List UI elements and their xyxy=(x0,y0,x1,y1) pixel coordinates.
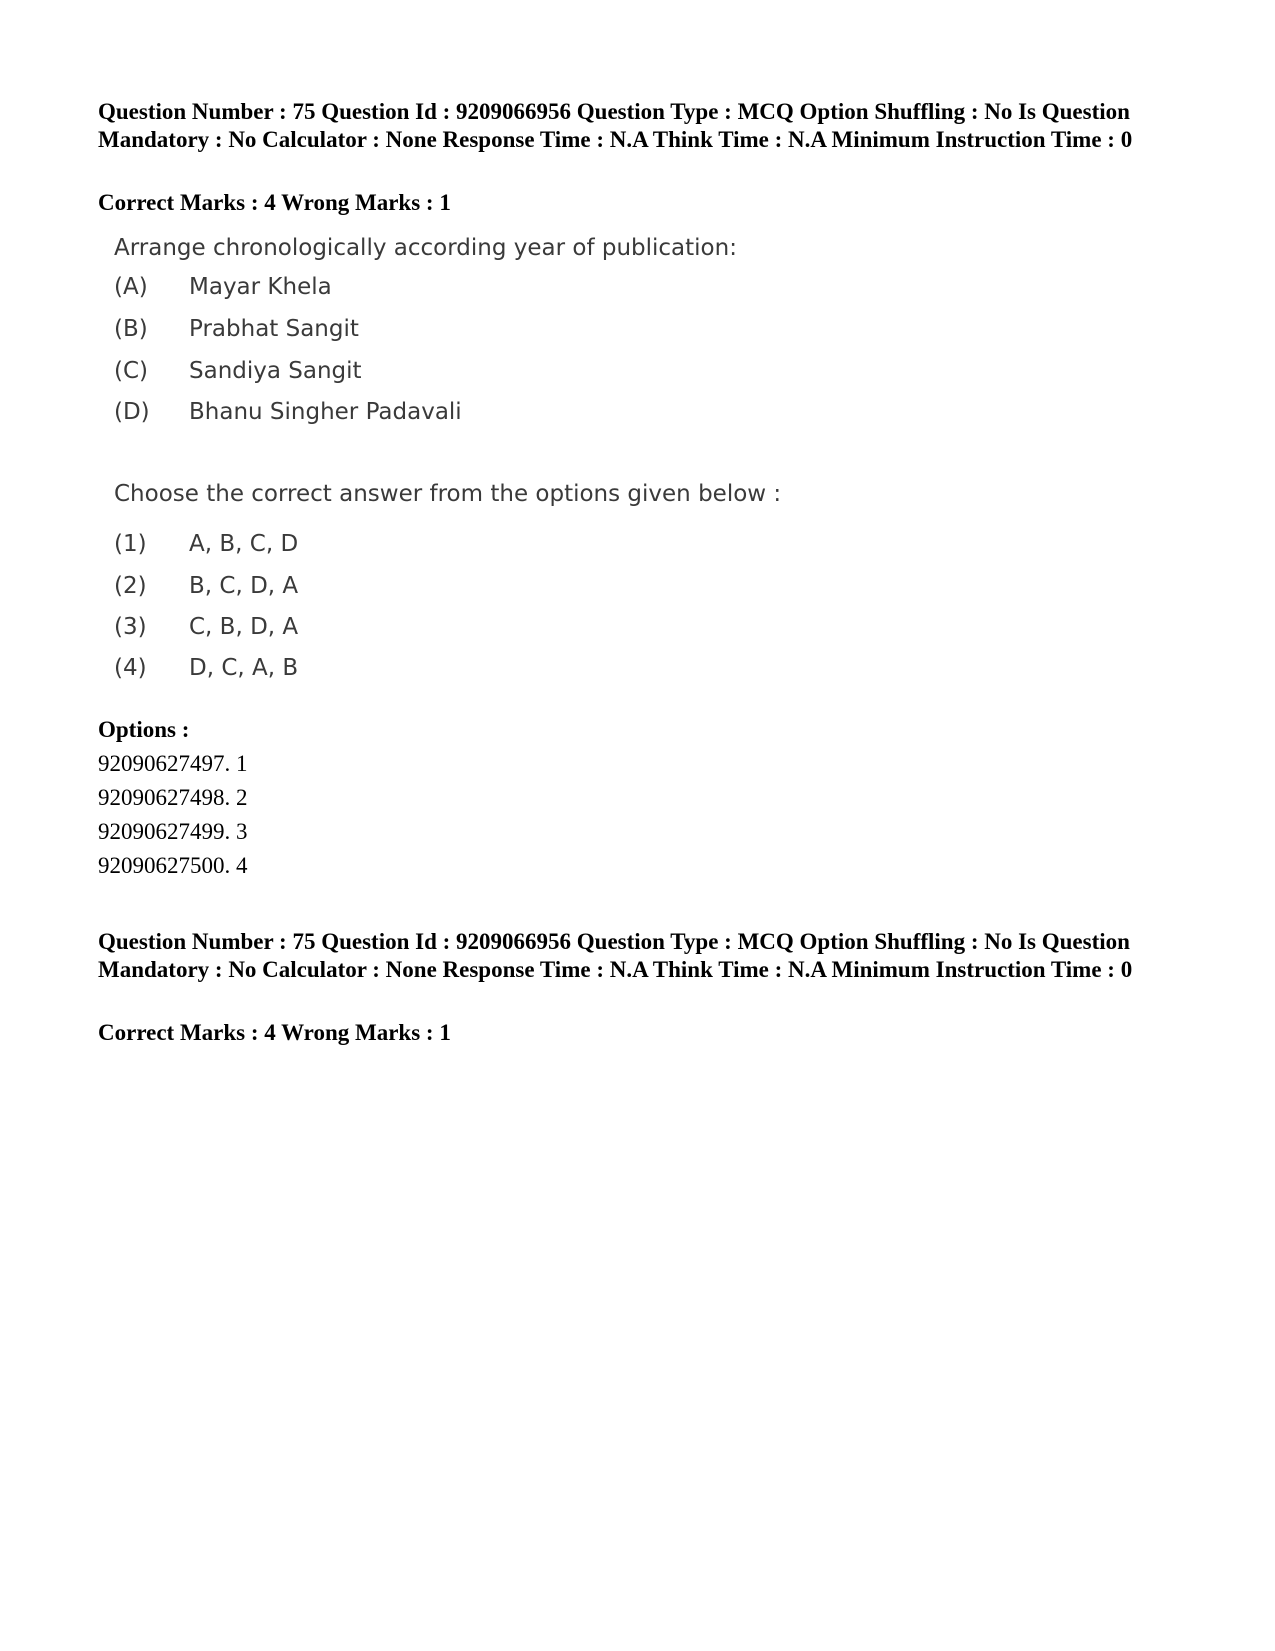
item-label: (D) xyxy=(114,399,150,425)
answer-text: D, C, A, B xyxy=(189,655,299,681)
answer-choice xyxy=(114,655,298,681)
answer-label: (1) xyxy=(114,531,147,557)
answer-text: B, C, D, A xyxy=(189,573,299,599)
option-line: 92090627499. 3 xyxy=(98,819,248,844)
answer-choice xyxy=(114,573,298,599)
list-item xyxy=(114,358,362,384)
question-header: Question Number : 75 Question Id : 9209066956 Question Type : MCQ Option Shuffling : No Is Question Mandatory : No Calculator : None Response Time : N.A Think Time : N.A Minimum Instruction Time : 0 xyxy=(98,99,1133,152)
choose-instruction: Choose the correct answer from the options given below : xyxy=(114,481,782,507)
answer-choice xyxy=(114,614,298,640)
next-marks-line: Correct Marks : 4 Wrong Marks : 1 xyxy=(98,1020,451,1045)
list-item xyxy=(114,399,462,425)
option-line: 92090627498. 2 xyxy=(98,785,248,810)
list-item xyxy=(114,274,332,300)
option-line: 92090627500. 4 xyxy=(98,853,248,878)
answer-label: (3) xyxy=(114,614,147,640)
answer-text: C, B, D, A xyxy=(189,614,299,640)
marks-line: Correct Marks : 4 Wrong Marks : 1 xyxy=(98,190,451,215)
item-label: (B) xyxy=(114,316,148,342)
item-text: Mayar Khela xyxy=(189,274,332,300)
answer-choice xyxy=(114,531,298,557)
next-question-header: Question Number : 75 Question Id : 9209066956 Question Type : MCQ Option Shuffling : No Is Question Mandatory : No Calculator : None Response Time : N.A Think Time : N.A Minimum Instruction Time : 0 xyxy=(98,929,1133,982)
item-label: (C) xyxy=(114,358,149,384)
answer-label: (2) xyxy=(114,573,147,599)
item-text: Bhanu Singher Padavali xyxy=(189,399,462,425)
answer-label: (4) xyxy=(114,655,147,681)
list-item xyxy=(114,316,359,342)
option-line: 92090627497. 1 xyxy=(98,751,248,776)
item-label: (A) xyxy=(114,274,148,300)
question-stem: Arrange chronologically according year of publication: xyxy=(114,235,737,261)
question-image xyxy=(98,222,782,702)
options-heading: Options : xyxy=(98,717,190,742)
answer-text: A, B, C, D xyxy=(189,531,299,557)
item-text: Sandiya Sangit xyxy=(189,358,362,384)
item-text: Prabhat Sangit xyxy=(189,316,359,342)
